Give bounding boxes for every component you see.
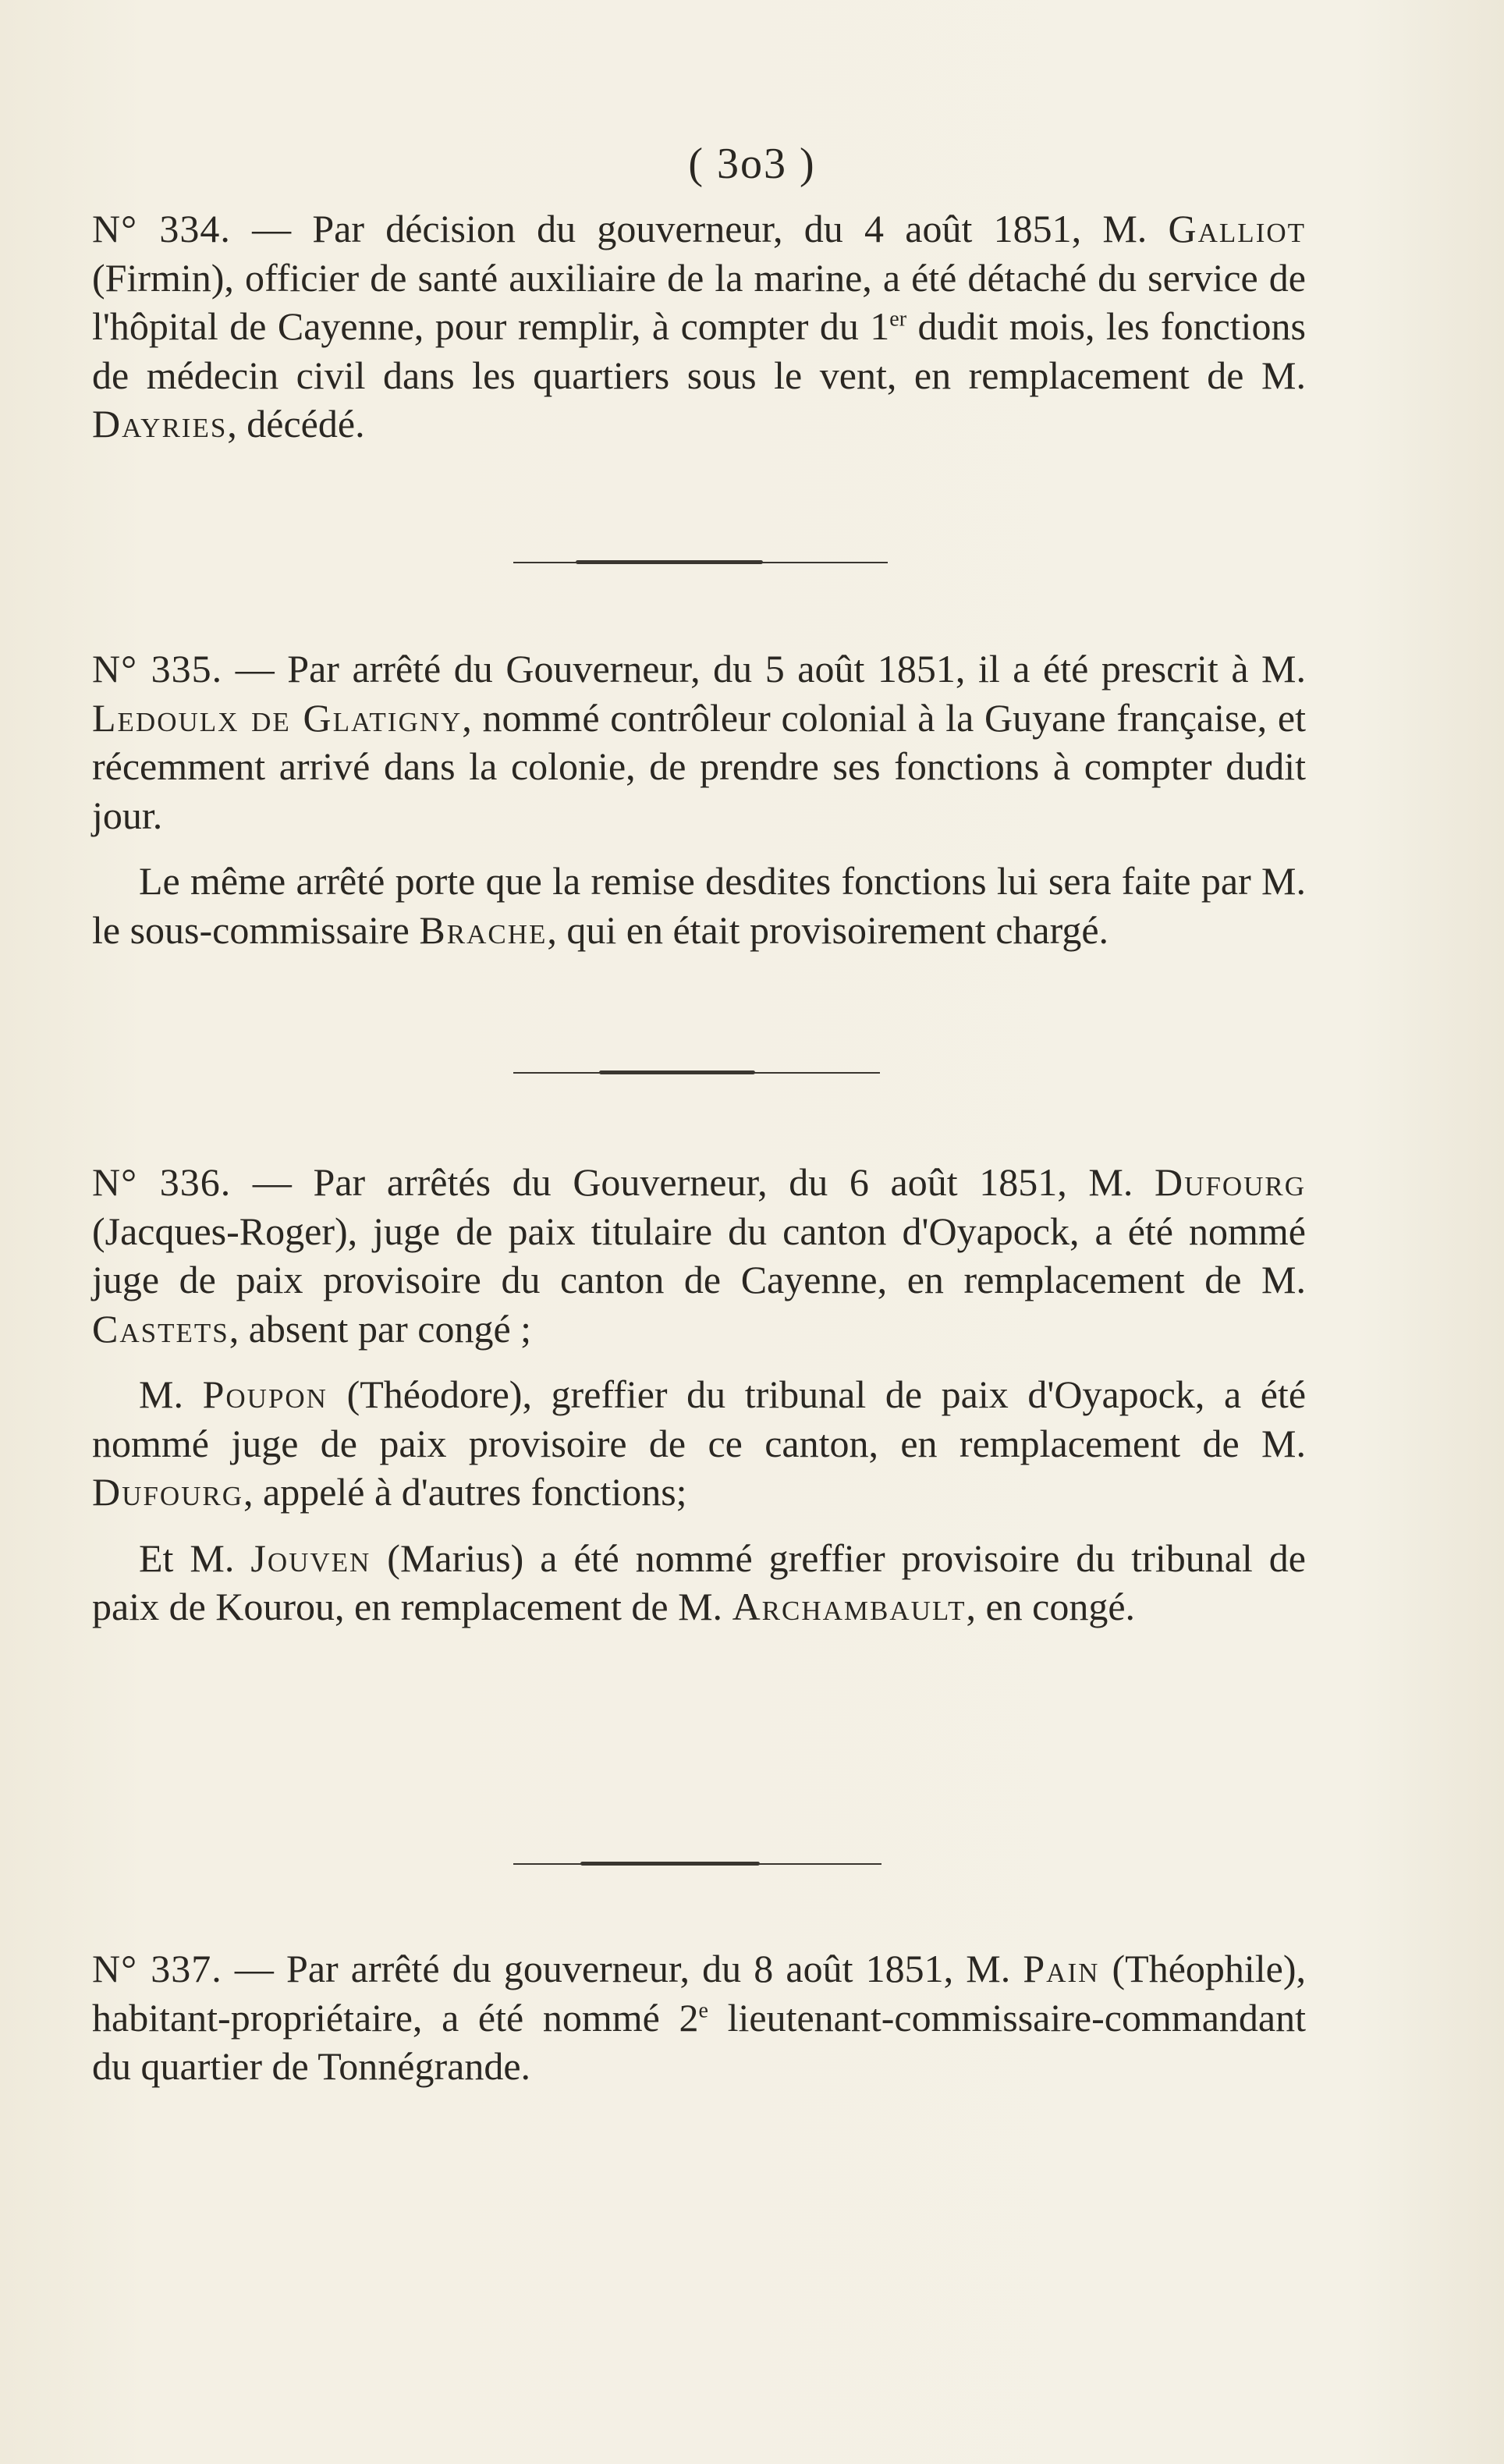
- person-name: Galliot: [1168, 207, 1307, 250]
- entry-number: N° 334.: [92, 207, 231, 250]
- entry-number: N° 335.: [92, 647, 223, 691]
- entry-paragraph: Et M. Jouven (Marius) a été nommé greffier provisoire du tribunal de paix de Kourou, en remplacement de M. Archambault, en congé.: [92, 1536, 1306, 1628]
- entry-paragraph: N° 337. — Par arrêté du gouverneur, du 8 août 1851, M. Pain (Théophile), habitant-propriétaire, a été nommé 2e lieutenant-commissaire-commandant du quartier de Tonnégrande.: [92, 1947, 1307, 2088]
- person-name: Dufourg: [92, 1470, 244, 1514]
- entry-paragraph: M. Poupon (Théodore), greffier du tribunal de paix d'Oyapock, a été nommé juge de paix provisoire de ce canton, en remplacement de M. Dufourg, appelé à d'autres fonctions;: [92, 1372, 1307, 1514]
- person-name: Ledoulx de Glatigny: [92, 695, 463, 740]
- entry-paragraph: Le même arrêté porte que la remise desdites fonctions lui sera faite par M. le sous-commissaire Brache, qui en était provisoirement chargé.: [92, 859, 1306, 952]
- entry-paragraph: N° 336. — Par arrêtés du Gouverneur, du 6 août 1851, M. Dufourg (Jacques-Roger), juge de paix titulaire du canton d'Oyapock, a été nommé juge de paix provisoire du canton de Cayenne, en remplacement de M. Castets, absent par congé ;: [92, 1160, 1307, 1351]
- entry-334: [92, 204, 1306, 449]
- entry-number: N° 337.: [92, 1947, 222, 1990]
- entry-335: [92, 644, 1306, 954]
- person-name: Castets: [92, 1306, 229, 1351]
- entry-337: [92, 1944, 1306, 2091]
- person-name: Poupon: [202, 1372, 328, 1416]
- person-name: Jouven: [250, 1536, 371, 1580]
- person-name: Dayries: [92, 402, 228, 446]
- page-number: ( 3o3 ): [688, 140, 816, 188]
- entry-paragraph: N° 334. — Par décision du gouverneur, du 4 août 1851, M. Galliot (Firmin), officier de santé auxiliaire de la marine, a été détaché du service de l'hôpital de Cayenne, pour remplir, à compter du 1er dudit mois, les fonctions de médecin civil dans les quartiers sous le vent, en remplacement de M. Dayries, décédé.: [92, 207, 1307, 446]
- person-name: Dufourg: [1154, 1160, 1307, 1204]
- entry-336: [92, 1158, 1306, 1631]
- person-name: Archambault: [732, 1585, 967, 1628]
- entry-number: N° 336.: [92, 1160, 232, 1204]
- entry-paragraph: N° 335. — Par arrêté du Gouverneur, du 5 août 1851, il a été prescrit à M. Ledoulx de Glatigny, nommé contrôleur colonial à la Guyane française, et récemment arrivé dans la colonie, de prendre ses fonctions à compter dudit jour.: [92, 647, 1307, 837]
- person-name: Brache: [419, 907, 548, 952]
- person-name: Pain: [1023, 1947, 1100, 1990]
